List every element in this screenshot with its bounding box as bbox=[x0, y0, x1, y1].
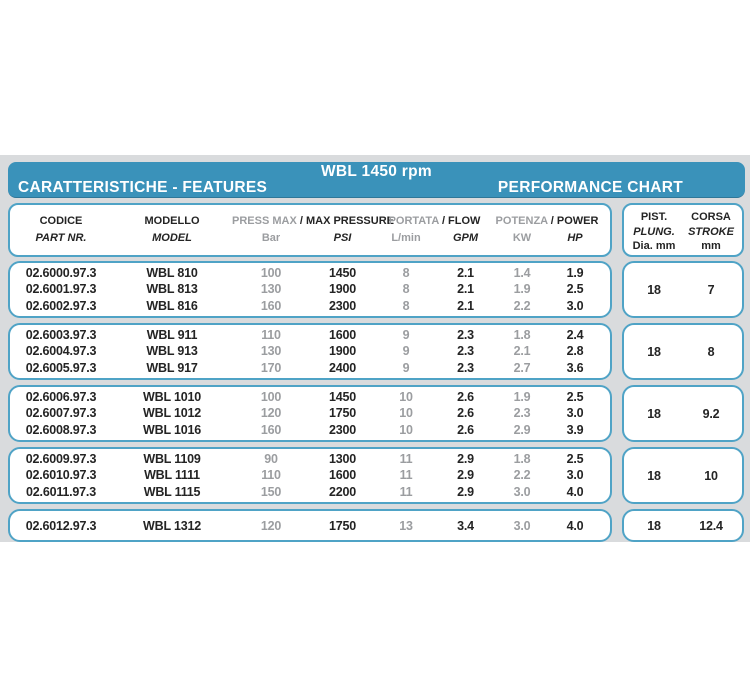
table-row bbox=[10, 390, 610, 404]
col-unit-psi: PSI bbox=[333, 232, 352, 244]
cell-bar: 130 bbox=[260, 344, 282, 359]
cell-hp: 2.4 bbox=[566, 328, 584, 343]
cell-model: WBL 1010 bbox=[143, 390, 201, 405]
cell-kw: 3.0 bbox=[513, 484, 531, 499]
wbl-rpm-title: WBL 1450 rpm bbox=[321, 163, 432, 180]
header-bar-labels bbox=[8, 180, 745, 196]
cell-psi: 2200 bbox=[328, 484, 356, 499]
cell-kw: 1.8 bbox=[513, 328, 531, 343]
cell-bar: 160 bbox=[260, 298, 282, 313]
cell-code: 02.6010.97.3 bbox=[25, 468, 97, 483]
cell-model: WBL 913 bbox=[146, 344, 198, 359]
cell-lmin: 8 bbox=[402, 298, 410, 313]
cell-psi: 1600 bbox=[328, 328, 356, 343]
cell-bar: 90 bbox=[264, 452, 278, 467]
cell-psi: 1600 bbox=[328, 468, 356, 483]
cell-lmin: 10 bbox=[399, 406, 413, 421]
plunger-stroke-box bbox=[622, 323, 744, 380]
table-row bbox=[10, 344, 610, 358]
cell-bar: 120 bbox=[260, 518, 282, 533]
group-row bbox=[8, 261, 745, 318]
spec-group-box bbox=[8, 385, 612, 442]
spec-group-box bbox=[8, 509, 612, 542]
col-header-press-max-en: / MAX PRESSURE bbox=[299, 215, 394, 227]
plunger-value: 18 bbox=[647, 282, 661, 297]
cell-kw: 2.7 bbox=[513, 360, 531, 375]
cell-bar: 160 bbox=[260, 422, 282, 437]
cell-bar: 150 bbox=[260, 484, 282, 499]
cell-lmin: 10 bbox=[399, 422, 413, 437]
table-row bbox=[10, 468, 610, 482]
cell-code: 02.6005.97.3 bbox=[25, 360, 97, 375]
cell-psi: 1300 bbox=[328, 452, 356, 467]
table-row bbox=[10, 299, 610, 313]
cell-kw: 1.8 bbox=[513, 452, 531, 467]
plunger-value: 18 bbox=[647, 468, 661, 483]
col-header-portata-it: PORTATA bbox=[388, 215, 439, 227]
cell-bar: 110 bbox=[261, 468, 281, 483]
col-header-power bbox=[494, 213, 600, 230]
cell-bar: 110 bbox=[261, 328, 281, 343]
cell-hp: 3.0 bbox=[566, 406, 584, 421]
cell-gpm: 2.6 bbox=[457, 422, 474, 437]
cell-lmin: 11 bbox=[399, 484, 413, 499]
stroke-value: 7 bbox=[707, 282, 715, 297]
cell-gpm: 2.1 bbox=[457, 298, 474, 313]
spec-group-box bbox=[8, 323, 612, 380]
cell-hp: 4.0 bbox=[566, 518, 584, 533]
col-header-max-pressure bbox=[232, 213, 394, 230]
col-header-power-en: / POWER bbox=[550, 215, 599, 227]
table-row bbox=[10, 406, 610, 420]
table-row bbox=[10, 266, 610, 280]
col-header-stroke: STROKE bbox=[688, 225, 734, 238]
group-row bbox=[8, 323, 745, 380]
cell-psi: 1900 bbox=[328, 344, 356, 359]
col-header-codice: CODICE bbox=[39, 215, 83, 227]
cell-model: WBL 1109 bbox=[143, 452, 201, 467]
col-unit-dia-mm: Dia. mm bbox=[632, 240, 676, 252]
spec-group-box bbox=[8, 447, 612, 504]
cell-bar: 100 bbox=[260, 266, 282, 281]
plunger-stroke-header-line1 bbox=[624, 210, 742, 225]
cell-lmin: 13 bbox=[399, 518, 413, 533]
spec-table-groups bbox=[8, 261, 745, 542]
cell-model: WBL 1012 bbox=[143, 406, 201, 421]
cell-gpm: 3.4 bbox=[457, 518, 474, 533]
col-unit-gpm: GPM bbox=[452, 232, 479, 244]
cell-code: 02.6001.97.3 bbox=[25, 282, 97, 297]
col-header-flow-en: / FLOW bbox=[441, 215, 481, 227]
cell-model: WBL 816 bbox=[146, 298, 198, 313]
plunger-stroke-header-line3 bbox=[624, 239, 742, 254]
col-header-potenza-it: POTENZA bbox=[495, 215, 548, 227]
cell-gpm: 2.9 bbox=[457, 484, 474, 499]
cell-hp: 2.5 bbox=[566, 452, 584, 467]
cell-psi: 2300 bbox=[328, 422, 356, 437]
plunger-value: 18 bbox=[647, 518, 661, 533]
cell-kw: 2.9 bbox=[513, 422, 531, 437]
cell-lmin: 11 bbox=[399, 468, 413, 483]
column-header-box bbox=[8, 203, 612, 257]
table-row bbox=[10, 361, 610, 375]
table-row bbox=[10, 452, 610, 466]
cell-psi: 1750 bbox=[328, 518, 356, 533]
cell-gpm: 2.6 bbox=[457, 390, 474, 405]
cell-hp: 2.8 bbox=[566, 344, 584, 359]
col-header-pist: PIST. bbox=[640, 211, 668, 223]
table-row bbox=[10, 282, 610, 296]
cell-gpm: 2.1 bbox=[457, 266, 474, 281]
col-header-plung: PLUNG. bbox=[633, 225, 675, 238]
cell-hp: 2.5 bbox=[566, 282, 584, 297]
cell-hp: 3.0 bbox=[566, 298, 584, 313]
stroke-value: 12.4 bbox=[699, 518, 723, 533]
cell-model: WBL 1115 bbox=[143, 484, 201, 499]
cell-gpm: 2.9 bbox=[457, 468, 474, 483]
plunger-stroke-header-box bbox=[622, 203, 744, 257]
group-row bbox=[8, 509, 745, 542]
cell-model: WBL 1312 bbox=[143, 518, 201, 533]
column-header-line2 bbox=[10, 230, 610, 247]
cell-code: 02.6002.97.3 bbox=[25, 298, 97, 313]
cell-kw: 1.4 bbox=[513, 266, 531, 281]
cell-code: 02.6011.97.3 bbox=[26, 484, 96, 499]
plunger-value: 18 bbox=[647, 344, 661, 359]
cell-model: WBL 911 bbox=[146, 328, 198, 343]
col-unit-bar: Bar bbox=[261, 232, 281, 244]
cell-gpm: 2.3 bbox=[457, 360, 474, 375]
stroke-value: 9.2 bbox=[702, 406, 720, 421]
cell-gpm: 2.3 bbox=[457, 328, 474, 343]
cell-kw: 1.9 bbox=[513, 282, 531, 297]
cell-code: 02.6012.97.3 bbox=[25, 518, 97, 533]
cell-psi: 1450 bbox=[328, 390, 356, 405]
cell-lmin: 9 bbox=[402, 344, 410, 359]
cell-psi: 2400 bbox=[328, 360, 356, 375]
cell-hp: 3.6 bbox=[566, 360, 584, 375]
cell-lmin: 8 bbox=[402, 266, 410, 281]
plunger-stroke-header-line2 bbox=[624, 225, 742, 240]
cell-kw: 2.2 bbox=[513, 298, 531, 313]
col-unit-mm: mm bbox=[701, 240, 721, 252]
cell-model: WBL 1016 bbox=[143, 422, 201, 437]
col-header-modello: MODELLO bbox=[144, 215, 200, 227]
col-unit-lmin: L/min bbox=[391, 232, 421, 244]
col-header-press-max-it: PRESS MAX bbox=[232, 215, 297, 227]
cell-code: 02.6008.97.3 bbox=[25, 422, 97, 437]
cell-code: 02.6006.97.3 bbox=[25, 390, 97, 405]
table-row bbox=[10, 423, 610, 437]
cell-bar: 170 bbox=[260, 360, 282, 375]
cell-model: WBL 813 bbox=[146, 282, 198, 297]
plunger-stroke-box bbox=[622, 509, 744, 542]
cell-kw: 1.9 bbox=[513, 390, 531, 405]
col-header-model: MODEL bbox=[152, 232, 192, 244]
col-unit-hp: HP bbox=[567, 232, 583, 244]
cell-psi: 1450 bbox=[328, 266, 356, 281]
col-header-flow bbox=[375, 213, 494, 230]
cell-gpm: 2.1 bbox=[457, 282, 474, 297]
spec-group-box bbox=[8, 261, 612, 318]
plunger-stroke-box bbox=[622, 385, 744, 442]
cell-psi: 1750 bbox=[328, 406, 356, 421]
col-unit-kw: KW bbox=[512, 232, 532, 244]
cell-gpm: 2.6 bbox=[457, 406, 474, 421]
cell-psi: 1900 bbox=[328, 282, 356, 297]
cell-lmin: 8 bbox=[402, 282, 410, 297]
cell-model: WBL 1111 bbox=[144, 468, 200, 483]
plunger-stroke-box bbox=[622, 447, 744, 504]
cell-lmin: 9 bbox=[402, 328, 410, 343]
content-band bbox=[0, 155, 750, 542]
cell-psi: 2300 bbox=[328, 298, 356, 313]
stroke-value: 10 bbox=[704, 468, 718, 483]
cell-lmin: 11 bbox=[399, 452, 413, 467]
table-row bbox=[10, 485, 610, 499]
col-header-part-nr: PART NR. bbox=[35, 232, 87, 244]
performance-chart-label: PERFORMANCE CHART bbox=[497, 179, 683, 196]
plunger-stroke-box bbox=[622, 261, 744, 318]
cell-hp: 2.5 bbox=[566, 390, 584, 405]
cell-bar: 100 bbox=[260, 390, 282, 405]
cell-gpm: 2.3 bbox=[457, 344, 474, 359]
cell-code: 02.6007.97.3 bbox=[25, 406, 97, 421]
cell-kw: 3.0 bbox=[513, 518, 531, 533]
features-label: CARATTERISTICHE - FEATURES bbox=[18, 179, 268, 196]
plunger-value: 18 bbox=[647, 406, 661, 421]
cell-code: 02.6003.97.3 bbox=[25, 328, 97, 343]
cell-code: 02.6009.97.3 bbox=[25, 452, 97, 467]
group-row bbox=[8, 385, 745, 442]
cell-bar: 130 bbox=[260, 282, 282, 297]
table-row bbox=[10, 328, 610, 342]
cell-lmin: 10 bbox=[399, 390, 413, 405]
cell-kw: 2.1 bbox=[513, 344, 531, 359]
cell-lmin: 9 bbox=[402, 360, 410, 375]
group-row bbox=[8, 447, 745, 504]
cell-hp: 4.0 bbox=[566, 484, 584, 499]
column-header-line1 bbox=[10, 213, 610, 230]
cell-model: WBL 810 bbox=[146, 266, 198, 281]
cell-kw: 2.3 bbox=[513, 406, 531, 421]
table-row bbox=[10, 519, 610, 533]
cell-gpm: 2.9 bbox=[457, 452, 474, 467]
cell-bar: 120 bbox=[260, 406, 282, 421]
col-header-corsa: CORSA bbox=[691, 211, 731, 223]
cell-hp: 1.9 bbox=[566, 266, 584, 281]
cell-hp: 3.9 bbox=[566, 422, 584, 437]
cell-code: 02.6000.97.3 bbox=[25, 266, 97, 281]
cell-code: 02.6004.97.3 bbox=[25, 344, 97, 359]
cell-kw: 2.2 bbox=[513, 468, 531, 483]
performance-chart-header-bar bbox=[8, 162, 745, 198]
stroke-value: 8 bbox=[707, 344, 715, 359]
cell-hp: 3.0 bbox=[566, 468, 584, 483]
cell-model: WBL 917 bbox=[146, 360, 198, 375]
column-header-row bbox=[8, 203, 745, 257]
